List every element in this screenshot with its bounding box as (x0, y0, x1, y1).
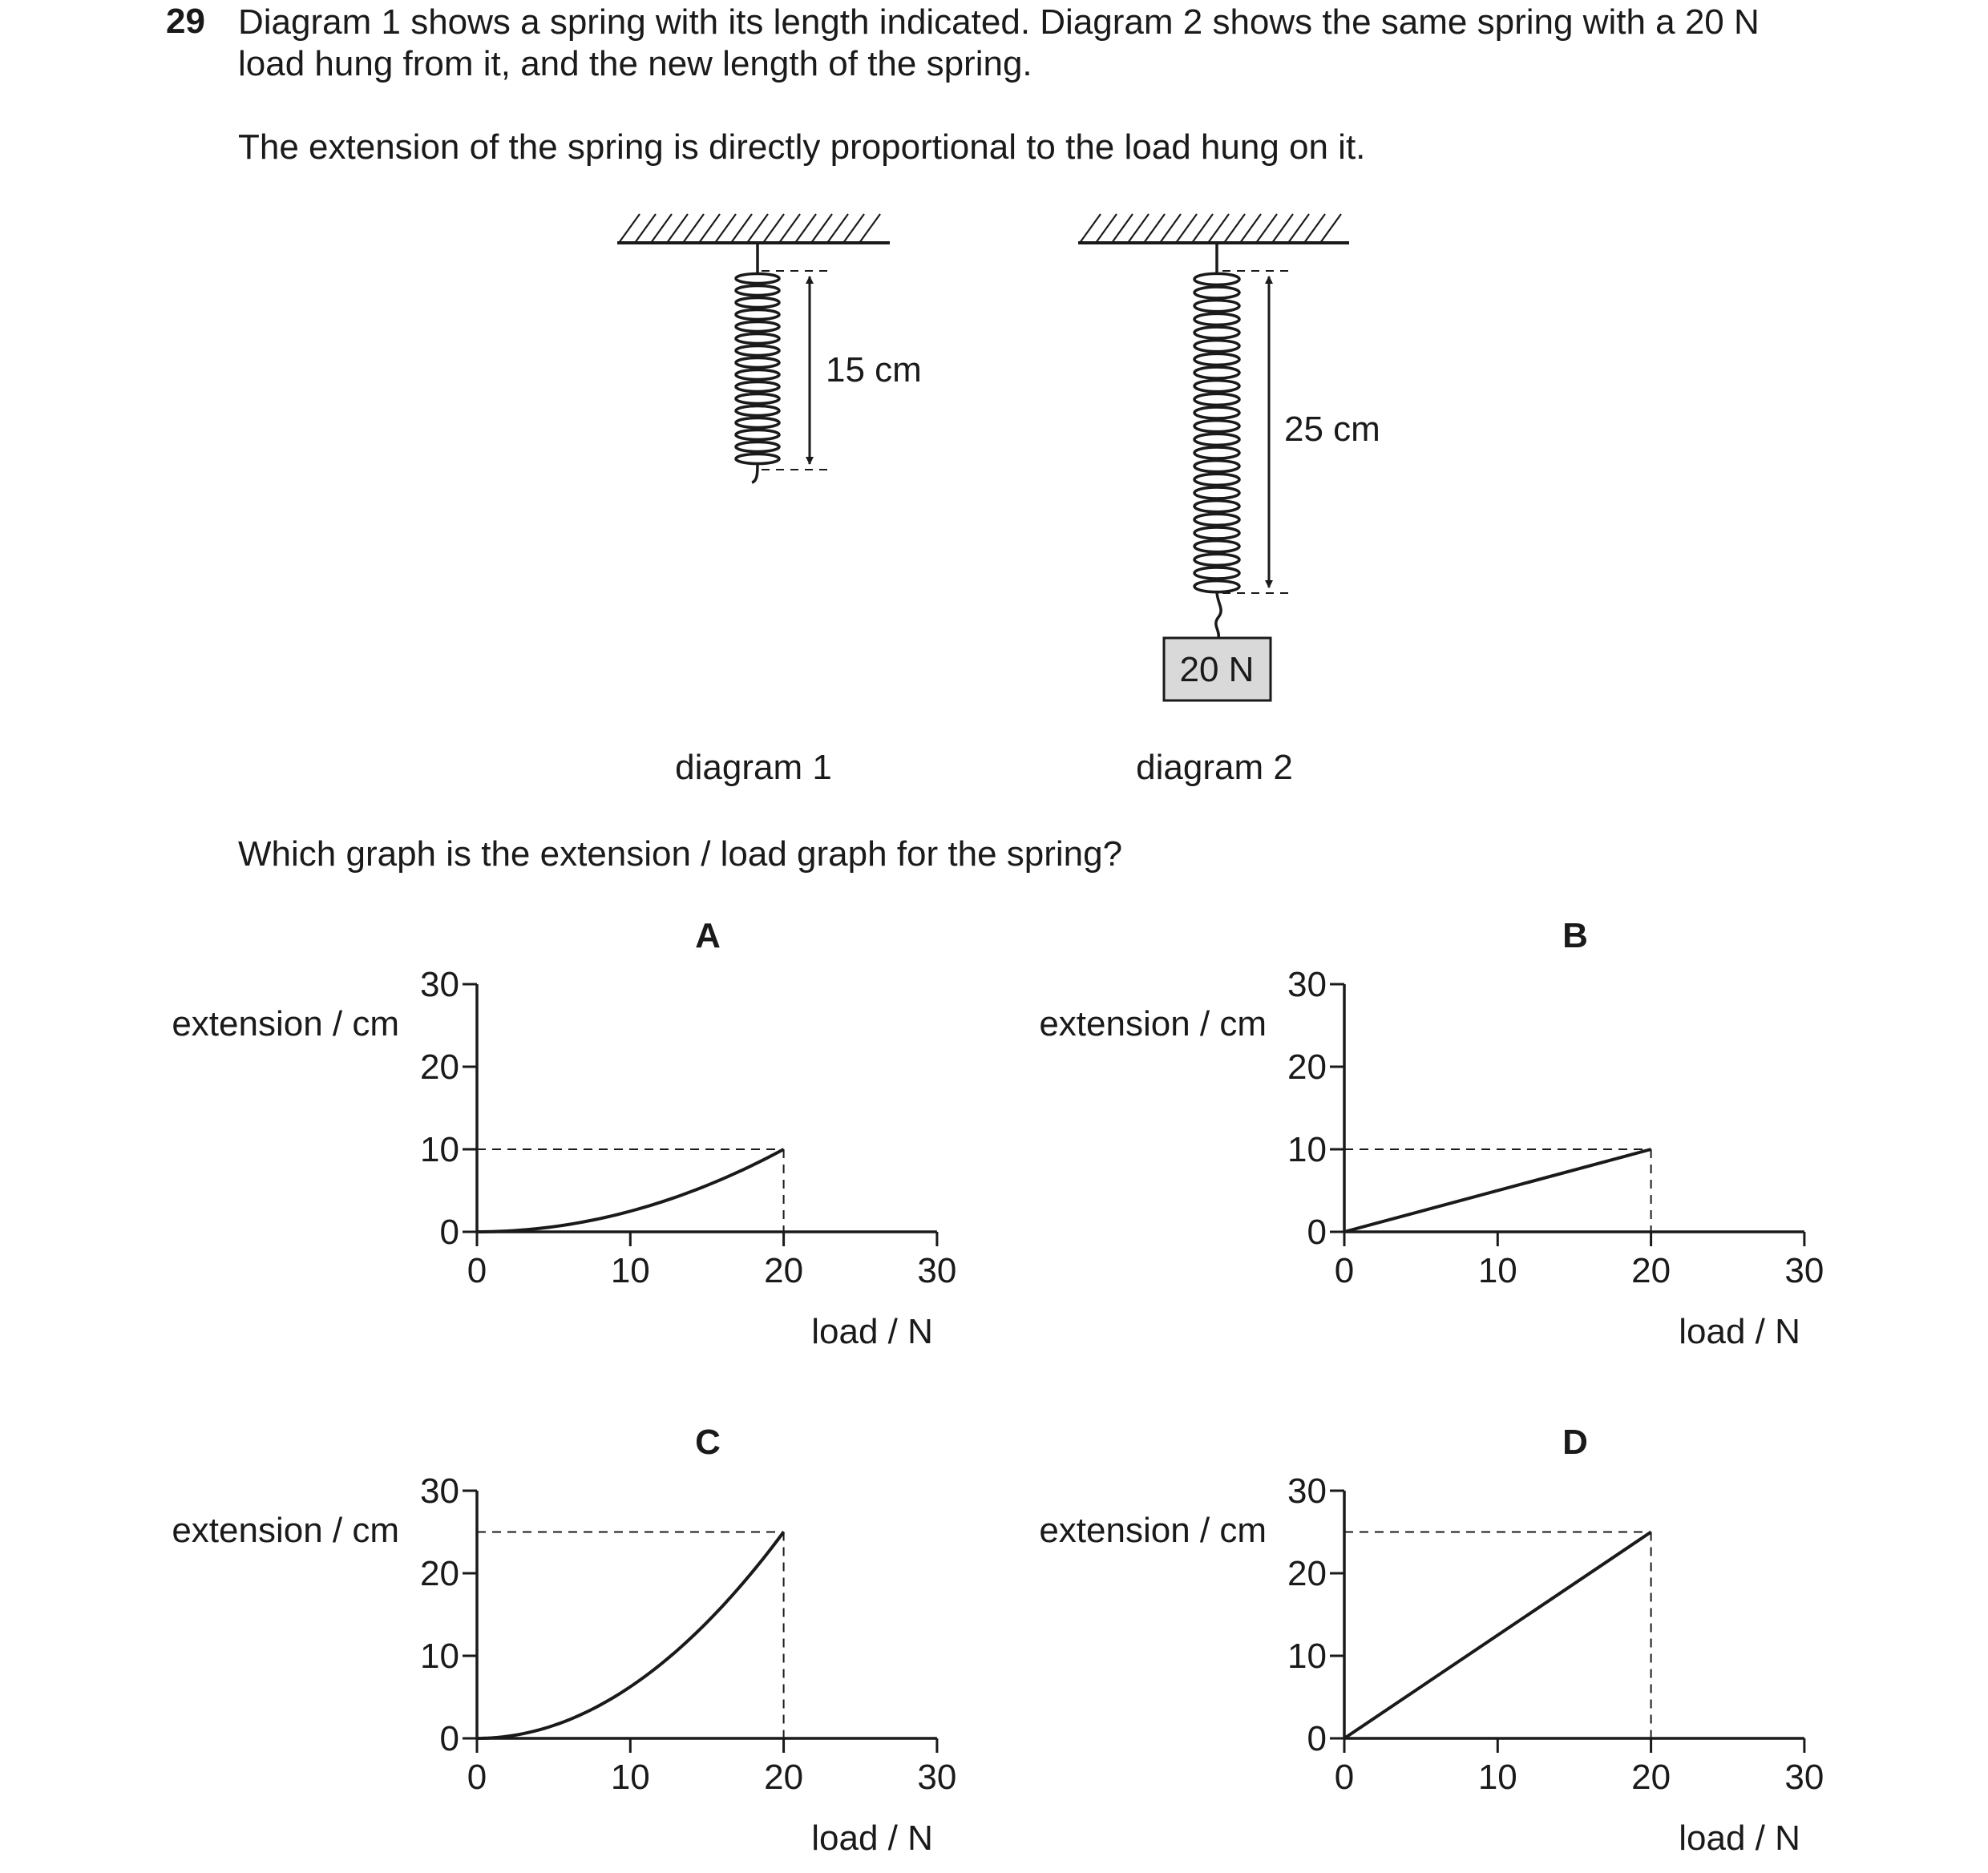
graph-a (172, 916, 956, 1351)
question-statement: The extension of the spring is directly proportional to the load hung on it. (238, 127, 1366, 167)
spring-coil (1194, 407, 1239, 418)
hatch-line (843, 214, 864, 243)
spring-coil (736, 442, 779, 452)
hatch-line (1304, 214, 1325, 243)
x-tick-label: 10 (1477, 1251, 1517, 1290)
diagram-2 (1078, 214, 1380, 787)
y-tick-label: 10 (420, 1130, 459, 1169)
y-axis-label: extension / cm (172, 1004, 399, 1043)
diagram-1-caption: diagram 1 (675, 748, 832, 787)
spring-coil (1194, 434, 1239, 445)
x-tick-label: 30 (917, 1758, 957, 1797)
spring-coil (1194, 421, 1239, 432)
spring-2-hook (1216, 591, 1221, 638)
x-tick-label: 20 (1631, 1251, 1671, 1290)
spring-coil (736, 418, 779, 428)
hatch-line (1240, 214, 1261, 243)
ceiling-hatch-1 (619, 214, 880, 243)
length-label-1: 15 cm (826, 350, 922, 390)
hatch-line (747, 214, 768, 243)
graph-options (0, 882, 1988, 1873)
spring-coil (1194, 461, 1239, 472)
graph-b (1039, 916, 1824, 1351)
spring-coil (1194, 514, 1239, 525)
spring-coil (1194, 567, 1239, 579)
spring-coil (1194, 353, 1239, 365)
y-tick-label: 10 (420, 1637, 459, 1676)
spring-coil (736, 370, 779, 380)
hatch-line (859, 214, 880, 243)
spring-coil (736, 394, 779, 404)
spring-coil (1194, 287, 1239, 298)
spring-coil (1194, 341, 1239, 352)
hatch-line (1192, 214, 1213, 243)
spring-coil (1194, 381, 1239, 392)
hatch-line (667, 214, 688, 243)
spring-coil (1194, 527, 1239, 539)
spring-coil (736, 286, 779, 296)
hatch-line (1128, 214, 1149, 243)
data-line (1344, 1149, 1651, 1232)
hatch-line (683, 214, 704, 243)
spring-coil (1194, 487, 1239, 499)
y-axis-label: extension / cm (1039, 1511, 1267, 1550)
x-tick-label: 0 (1334, 1758, 1355, 1797)
spring-coil (1194, 447, 1239, 458)
x-axis-label: load / N (811, 1819, 933, 1858)
graph-c (172, 1423, 956, 1858)
hatch-line (1320, 214, 1341, 243)
spring-coil (1194, 367, 1239, 378)
y-tick-label: 20 (420, 1048, 459, 1087)
data-line (1344, 1532, 1651, 1739)
spring-coil (736, 358, 779, 368)
spring-coil (736, 334, 779, 344)
x-tick-label: 0 (467, 1251, 487, 1290)
hatch-line (1144, 214, 1165, 243)
spring-coil (736, 310, 779, 320)
y-tick-label: 10 (1287, 1130, 1327, 1169)
spring-coil (1194, 394, 1239, 405)
hatch-line (1160, 214, 1181, 243)
hatch-line (827, 214, 848, 243)
y-tick-label: 0 (439, 1719, 459, 1758)
diagram-1 (617, 214, 922, 787)
length-label-2: 25 cm (1284, 410, 1380, 449)
x-tick-label: 0 (1334, 1251, 1355, 1290)
hatch-line (763, 214, 784, 243)
diagram-2-caption: diagram 2 (1136, 748, 1293, 787)
x-tick-label: 10 (610, 1758, 650, 1797)
spring-1-coils (736, 274, 779, 464)
hatch-line (1272, 214, 1293, 243)
y-tick-label: 30 (420, 965, 459, 1004)
x-tick-label: 10 (610, 1251, 650, 1290)
spring-2-coils (1194, 273, 1239, 591)
data-line (477, 1149, 784, 1232)
x-tick-label: 20 (764, 1251, 804, 1290)
graph-title-letter: C (695, 1423, 721, 1462)
hatch-line (1288, 214, 1309, 243)
spring-coil (736, 298, 779, 308)
x-tick-label: 30 (1784, 1758, 1824, 1797)
question-prompt: Which graph is the extension / load graph for the spring? (238, 834, 1123, 874)
ceiling-hatch-2 (1080, 214, 1341, 243)
spring-coil (736, 346, 779, 356)
hatch-line (1176, 214, 1197, 243)
hatch-line (1224, 214, 1245, 243)
question-line-2: load hung from it, and the new length of the spring. (238, 44, 1032, 83)
y-tick-label: 10 (1287, 1637, 1327, 1676)
hatch-line (1256, 214, 1277, 243)
spring-coil (1194, 541, 1239, 552)
y-tick-label: 0 (1307, 1213, 1327, 1252)
hatch-line (635, 214, 656, 243)
x-tick-label: 0 (467, 1758, 487, 1797)
spring-coil (736, 454, 779, 464)
spring-coil (736, 382, 779, 392)
y-axis-label: extension / cm (172, 1511, 399, 1550)
y-axis-label: extension / cm (1039, 1004, 1267, 1043)
x-axis-label: load / N (1679, 1312, 1800, 1351)
graph-title-letter: A (695, 916, 721, 955)
load-weight-label: 20 N (1179, 650, 1255, 689)
spring-coil (1194, 273, 1239, 285)
graph-title-letter: B (1562, 916, 1588, 955)
spring-coil (1194, 501, 1239, 512)
y-tick-label: 0 (1307, 1719, 1327, 1758)
spring-diagrams (0, 0, 1988, 801)
spring-coil (736, 430, 779, 440)
spring-1-hook (752, 463, 758, 482)
hatch-line (715, 214, 736, 243)
x-tick-label: 20 (764, 1758, 804, 1797)
x-axis-label: load / N (811, 1312, 933, 1351)
hatch-line (779, 214, 800, 243)
spring-coil (1194, 581, 1239, 592)
x-tick-label: 20 (1631, 1758, 1671, 1797)
hatch-line (1080, 214, 1101, 243)
spring-coil (1194, 474, 1239, 485)
x-tick-label: 10 (1477, 1758, 1517, 1797)
hatch-line (651, 214, 672, 243)
hatch-line (1208, 214, 1229, 243)
spring-coil (736, 322, 779, 332)
question-number: 29 (166, 2, 205, 41)
spring-coil (736, 274, 779, 284)
y-tick-label: 30 (1287, 965, 1327, 1004)
data-line (477, 1532, 784, 1739)
y-tick-label: 20 (1287, 1554, 1327, 1593)
y-tick-label: 30 (1287, 1471, 1327, 1511)
x-axis-label: load / N (1679, 1819, 1800, 1858)
hatch-line (811, 214, 832, 243)
x-tick-label: 30 (917, 1251, 957, 1290)
graph-d (1039, 1423, 1824, 1858)
hatch-line (1112, 214, 1133, 243)
y-tick-label: 30 (420, 1471, 459, 1511)
spring-coil (736, 406, 779, 416)
spring-coil (1194, 301, 1239, 312)
spring-coil (1194, 327, 1239, 338)
hatch-line (731, 214, 752, 243)
question-line-1: Diagram 1 shows a spring with its length indicated. Diagram 2 shows the same spring with a 20 N (238, 2, 1760, 42)
spring-coil (1194, 313, 1239, 325)
y-tick-label: 0 (439, 1213, 459, 1252)
hatch-line (699, 214, 720, 243)
y-tick-label: 20 (420, 1554, 459, 1593)
y-tick-label: 20 (1287, 1048, 1327, 1087)
hatch-line (1096, 214, 1117, 243)
spring-coil (1194, 554, 1239, 565)
hatch-line (619, 214, 640, 243)
x-tick-label: 30 (1784, 1251, 1824, 1290)
hatch-line (795, 214, 816, 243)
graph-title-letter: D (1562, 1423, 1588, 1462)
